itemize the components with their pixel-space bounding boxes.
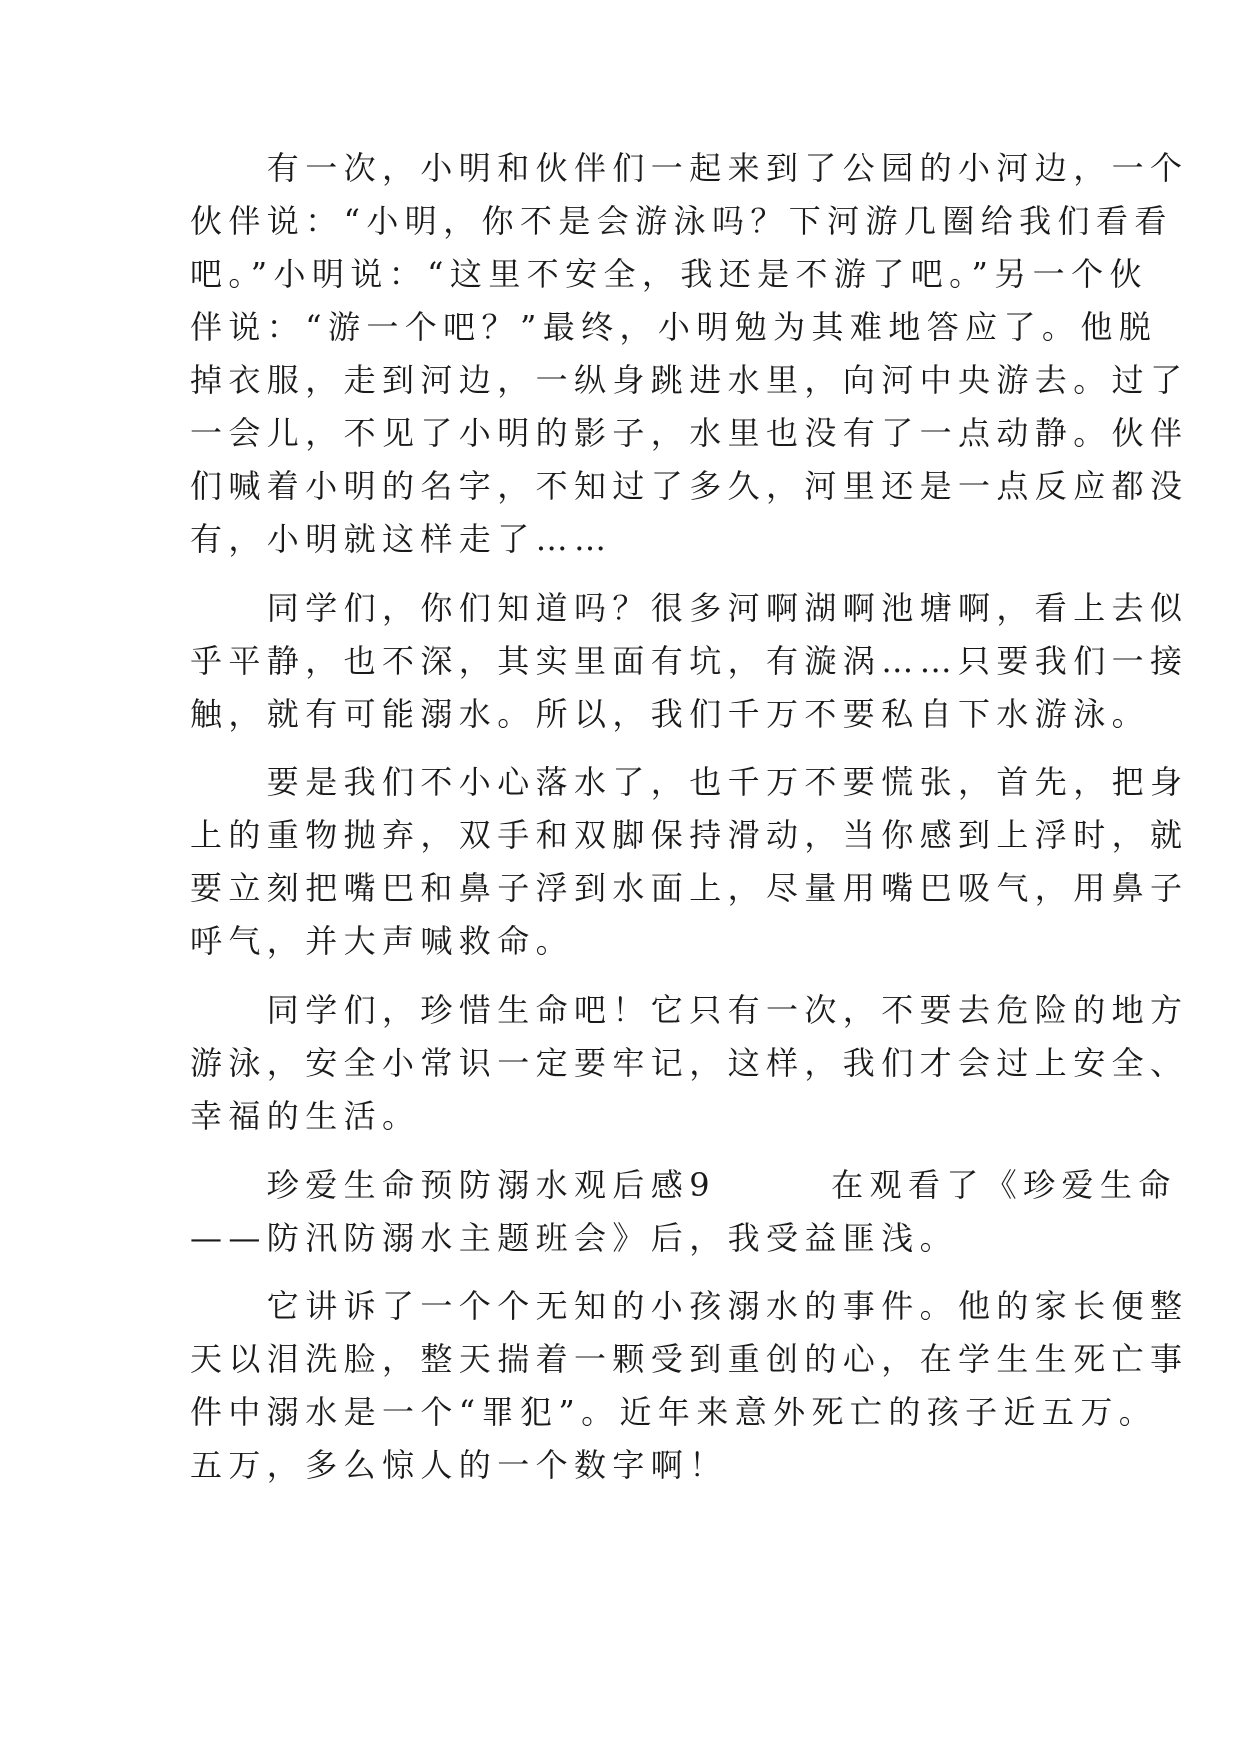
text-line: 掉衣服，走到河边，一纵身跳进水里，向河中央游去。过了 — [190, 361, 1189, 399]
text-line: 珍爱生命预防溺水观后感9 在观看了《珍爱生命 — [190, 1166, 1177, 1204]
text-line: 乎平静，也不深，其实里面有坑，有漩涡……只要我们一接 — [190, 642, 1189, 680]
text-line: 们喊着小明的名字，不知过了多久，河里还是一点反应都没 — [190, 467, 1189, 505]
text-line: 件中溺水是一个“罪犯”。近年来意外死亡的孩子近五万。 — [190, 1393, 1158, 1431]
text-line: 吧。”小明说：“这里不安全，我还是不游了吧。”另一个伙 — [190, 255, 1148, 293]
text-line: 同学们，你们知道吗？很多河啊湖啊池塘啊，看上去似 — [190, 589, 1189, 627]
text-line: 触，就有可能溺水。所以，我们千万不要私自下水游泳。 — [190, 695, 1151, 733]
text-line: 伙伴说：“小明，你不是会游泳吗？下河游几圈给我们看看 — [190, 202, 1173, 240]
text-line: 伴说：“游一个吧？”最终，小明勉为其难地答应了。他脱 — [190, 308, 1158, 346]
text-line: 五万，多么惊人的一个数字啊！ — [190, 1446, 728, 1484]
text-line: 有，小明就这样走了…… — [190, 520, 613, 558]
text-line: ——防汛防溺水主题班会》后，我受益匪浅。 — [190, 1219, 959, 1257]
text-line: 一会儿，不见了小明的影子，水里也没有了一点动静。伙伴 — [190, 414, 1189, 452]
text-line: 幸福的生活。 — [190, 1097, 421, 1135]
text-line: 游泳，安全小常识一定要牢记，这样，我们才会过上安全、 — [190, 1044, 1189, 1082]
text-line: 要立刻把嘴巴和鼻子浮到水面上，尽量用嘴巴吸气，用鼻子 — [190, 869, 1189, 907]
text-line: 要是我们不小心落水了，也千万不要慌张，首先，把身 — [190, 763, 1189, 801]
text-line: 呼气，并大声喊救命。 — [190, 922, 575, 960]
text-line: 上的重物抛弃，双手和双脚保持滑动，当你感到上浮时，就 — [190, 816, 1189, 854]
text-line: 有一次，小明和伙伴们一起来到了公园的小河边，一个 — [190, 149, 1189, 187]
text-line: 它讲诉了一个个无知的小孩溺水的事件。他的家长便整 — [190, 1287, 1189, 1325]
text-line: 同学们，珍惜生命吧！它只有一次，不要去危险的地方 — [190, 991, 1189, 1029]
text-line: 天以泪洗脸，整天揣着一颗受到重创的心，在学生生死亡事 — [190, 1340, 1189, 1378]
